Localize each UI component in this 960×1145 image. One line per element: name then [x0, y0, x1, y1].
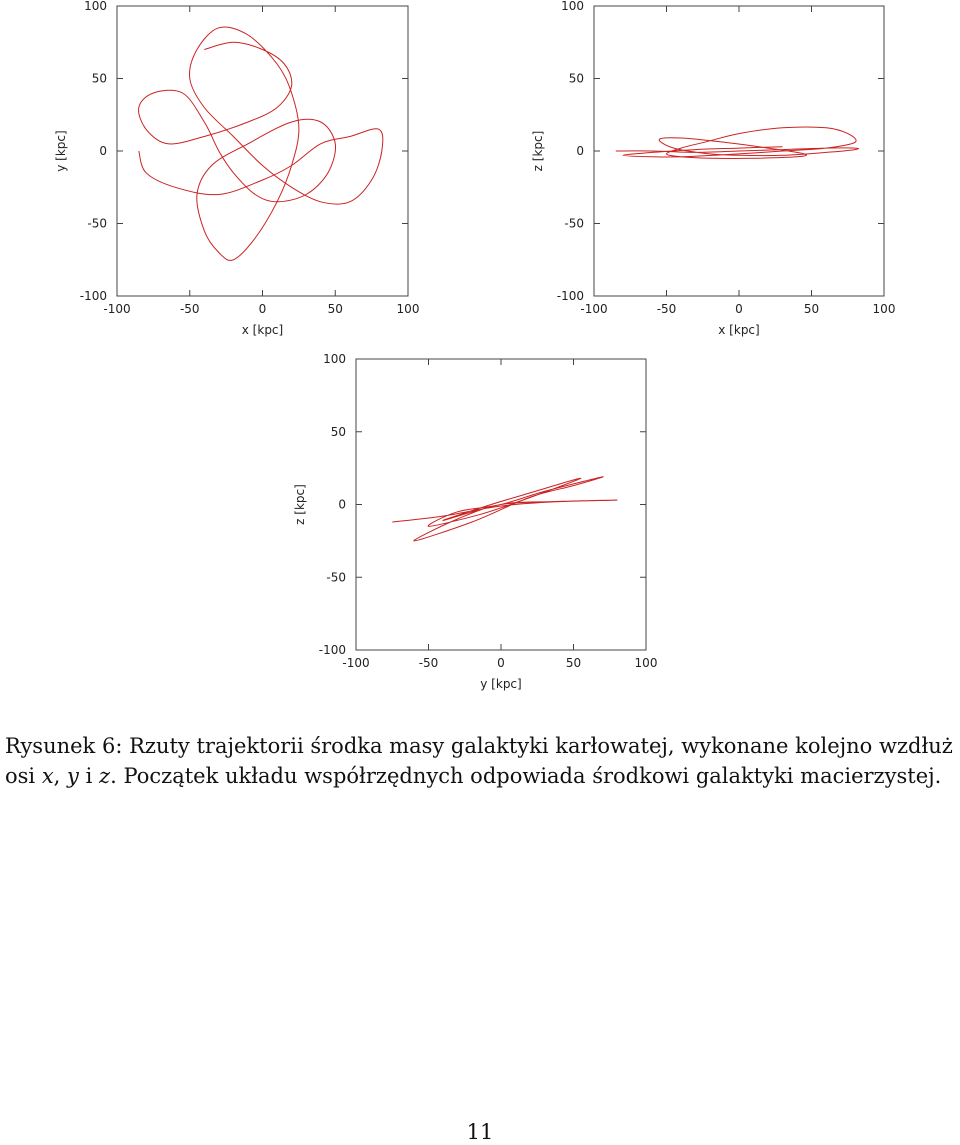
x-tick-label: -50: [418, 656, 439, 670]
x-tick-label: 50: [803, 302, 820, 316]
x-tick-label: 0: [735, 302, 743, 316]
y-axis-label: y [kpc]: [54, 130, 68, 172]
x-tick-label: 50: [565, 656, 582, 670]
y-tick-label: 50: [568, 71, 584, 86]
x-tick-label: -100: [103, 302, 131, 316]
x-axis-label: y [kpc]: [480, 677, 522, 691]
x-tick-label: 0: [258, 302, 267, 316]
y-tick-label: 0: [576, 144, 584, 158]
x-tick-label: 0: [497, 656, 505, 670]
y-tick-label: 50: [330, 424, 346, 439]
x-axis-label: x [kpc]: [241, 323, 284, 337]
page-number: 11: [466, 1120, 494, 1144]
caption-text-2: . Początek układu współrzędnych odpowiada środkowi galaktyki macierzystej.: [110, 763, 942, 788]
y-tick-label: -100: [318, 643, 346, 657]
y-axis-label: z [kpc]: [293, 484, 307, 525]
x-tick-label: -50: [179, 302, 200, 316]
caption-conj: i: [85, 763, 93, 788]
y-tick-label: 0: [338, 497, 346, 512]
x-tick-label: -100: [580, 302, 608, 316]
trajectory-line-0: [392, 477, 617, 541]
y-tick-label: -50: [87, 216, 107, 231]
caption-var-z: z: [99, 763, 111, 788]
caption-text-1: Rzuty trajektorii środka masy galaktyki karłowatej, wykonane kolejno wzdłuż osi: [5, 734, 953, 788]
x-axis-label: x [kpc]: [718, 323, 760, 337]
x-tick-label: 100: [872, 302, 896, 316]
y-tick-label: 100: [84, 0, 107, 13]
y-tick-label: 50: [91, 71, 107, 86]
caption-label: Rysunek 6:: [5, 734, 123, 758]
y-tick-label: 0: [99, 144, 107, 158]
y-axis-label: z [kpc]: [531, 130, 545, 172]
x-tick-label: 100: [396, 302, 420, 316]
caption-var-x: x: [41, 763, 54, 788]
figure-caption: [5, 732, 955, 792]
caption-var-y: y: [67, 763, 79, 788]
x-tick-label: -50: [656, 302, 677, 316]
y-tick-label: -50: [326, 570, 346, 585]
y-tick-label: 100: [323, 352, 346, 366]
y-tick-label: -50: [564, 216, 584, 231]
chart-yz-projection: [0, 0, 700, 700]
x-tick-label: -100: [342, 656, 370, 670]
y-tick-label: -100: [79, 289, 107, 303]
x-tick-label: 50: [327, 302, 343, 316]
x-tick-label: 100: [634, 656, 658, 670]
y-tick-label: 100: [561, 0, 584, 13]
caption-comma: ,: [53, 763, 61, 788]
y-tick-label: -100: [556, 289, 584, 303]
